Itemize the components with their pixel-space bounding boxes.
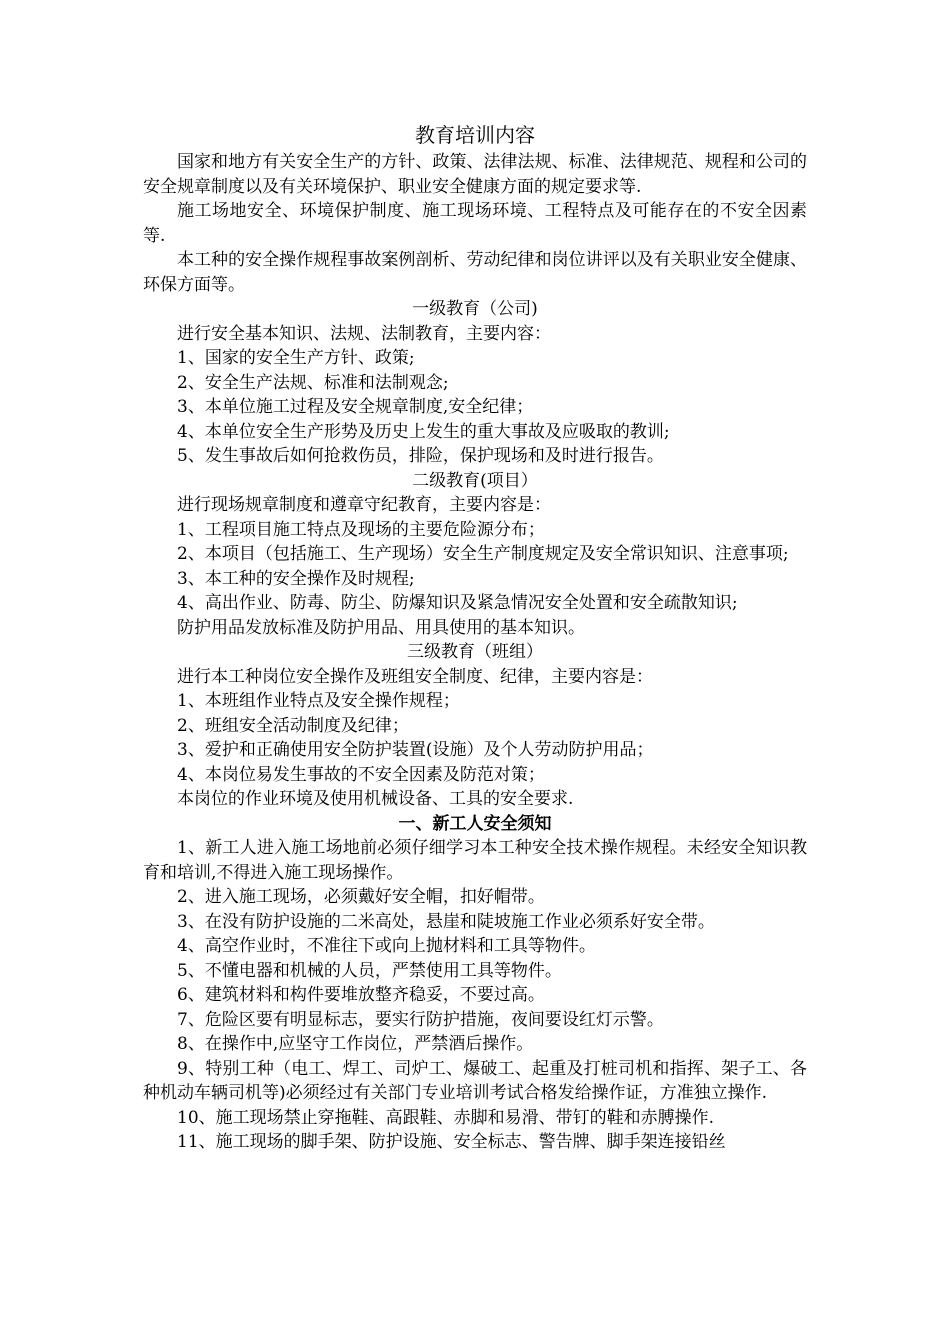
section1-item: 2、进入施工现场，必须戴好安全帽，扣好帽带。 <box>177 887 545 907</box>
level1-lead: 进行安全基本知识、法规、法制教育，主要内容： <box>177 323 551 344</box>
intro-paragraph: 施工场地安全、环境保护制度、施工现场环境、工程特点及可能存在的不安全因素等. <box>143 201 807 246</box>
level3-heading: 三级教育（班组） <box>407 642 543 662</box>
section1-item: 11、施工现场的脚手架、防护设施、安全标志、警告牌、脚手架连接铅丝 <box>177 1132 726 1152</box>
level1-item: 2、安全生产法规、标准和法制观念; <box>177 372 449 393</box>
level1-item: 4、本单位安全生产形势及历史上发生的重大事故及应吸取的教训; <box>177 421 670 442</box>
section1-item: 9、特别工种（电工、焊工、司炉工、爆破工、起重及打桩司机和指挥、架子工、各种机动车辆司机等)必须经过有关部门专业培训考试合格发给操作证，方准独立操作. <box>143 1058 807 1103</box>
section1-item: 5、不懂电器和机械的人员，严禁使用工具等物件。 <box>177 960 562 981</box>
section1-item: 1、新工人进入施工场地前必须仔细学习本工种安全技术操作规程。未经安全知识教育和培训,不得进入施工现场操作。 <box>143 838 807 883</box>
level1-heading: 一级教育（公司) <box>412 299 538 319</box>
level3-item: 2、班组安全活动制度及纪律； <box>177 715 409 736</box>
level2-item: 1、工程项目施工特点及现场的主要危险源分布； <box>177 519 545 540</box>
section1-item: 3、在没有防护设施的二米高处，悬崖和陡坡施工作业必须系好安全带。 <box>177 911 715 932</box>
level3-item: 本岗位的作业环境及使用机械设备、工具的安全要求. <box>177 789 574 809</box>
level2-heading: 二级教育(项目） <box>412 470 538 491</box>
level1-item: 5、发生事故后如何抢救伤员，排险，保护现场和及时进行报告。 <box>177 446 664 466</box>
level2-item: 3、本工种的安全操作及时规程; <box>177 568 415 589</box>
section1-item: 6、建筑材料和构件要堆放整齐稳妥，不要过高。 <box>177 985 545 1005</box>
level3-lead: 进行本工种岗位安全操作及班组安全制度、纪律，主要内容是： <box>177 666 653 687</box>
level3-item: 3、爱护和正确使用安全防护装置(设施）及个人劳动防护用品； <box>177 740 654 760</box>
level2-item: 4、高出作业、防毒、防尘、防爆知识及紧急情况安全处置和安全疏散知识; <box>177 593 738 613</box>
page-title: 教育培训内容 <box>415 123 535 147</box>
intro-paragraph: 本工种的安全操作规程事故案例剖析、劳动纪律和岗位讲评以及有关职业安全健康、环保方面等。 <box>143 250 807 295</box>
intro-paragraph: 国家和地方有关安全生产的方针、政策、法律法规、标准、法律规范、规程和公司的安全规章制度以及有关环境保护、职业安全健康方面的规定要求等. <box>143 152 807 197</box>
section1-item: 7、危险区要有明显标志，要实行防护措施，夜间要设红灯示警。 <box>177 1009 664 1030</box>
level3-item: 4、本岗位易发生事故的不安全因素及防范对策； <box>177 764 545 785</box>
section1-item: 4、高空作业时，不准往下或向上抛材料和工具等物件。 <box>177 936 596 956</box>
section1-item: 10、施工现场禁止穿拖鞋、高跟鞋、赤脚和易滑、带钉的鞋和赤膊操作. <box>177 1107 715 1128</box>
level1-item: 3、本单位施工过程及安全规章制度,安全纪律； <box>177 397 534 417</box>
level2-item: 2、本项目（包括施工、生产现场）安全生产制度规定及安全常识知识、注意事项; <box>177 544 789 564</box>
level2-lead: 进行现场规章制度和遵章守纪教育，主要内容是： <box>177 495 551 515</box>
section1-heading: 一、新工人安全须知 <box>398 813 552 834</box>
level2-item: 防护用品发放标准及防护用品、用具使用的基本知识。 <box>177 617 585 638</box>
level1-item: 1、国家的安全生产方针、政策; <box>177 348 415 368</box>
level3-item: 1、本班组作业特点及安全操作规程； <box>177 691 460 711</box>
section1-item: 8、在操作中,应坚守工作岗位，严禁酒后操作。 <box>177 1034 534 1054</box>
